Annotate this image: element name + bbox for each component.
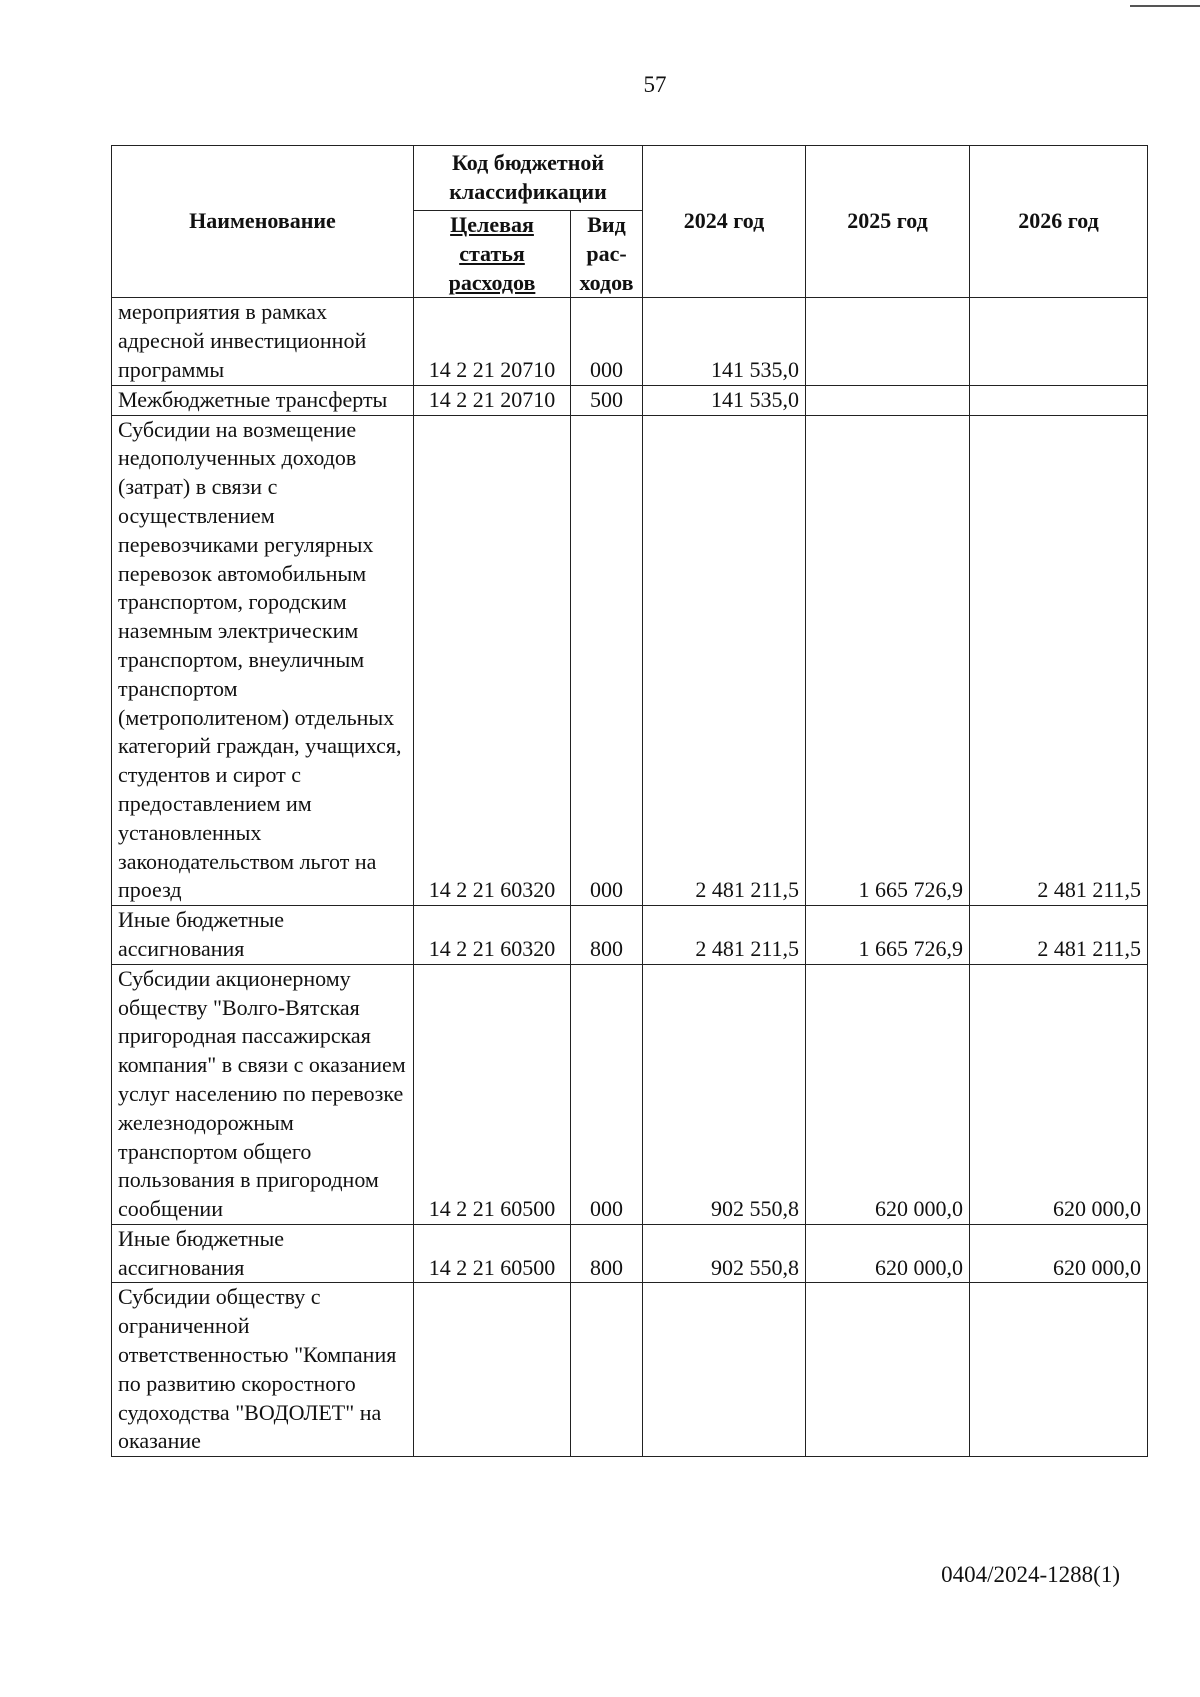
table-row bbox=[112, 964, 1148, 1224]
row-2025 bbox=[806, 298, 970, 385]
row-2026: 620 000,0 bbox=[970, 964, 1148, 1224]
page-number: 57 bbox=[643, 72, 667, 97]
budget-table bbox=[111, 145, 1148, 1457]
row-2024: 2 481 211,5 bbox=[643, 415, 806, 906]
table-row bbox=[112, 906, 1148, 965]
document-code: 0404/2024-1288(1) bbox=[941, 1562, 1120, 1587]
row-target-article: 14 2 21 60500 bbox=[414, 1224, 571, 1283]
table-body bbox=[112, 298, 1148, 1457]
row-2026 bbox=[970, 1283, 1148, 1457]
row-2024: 141 535,0 bbox=[643, 385, 806, 415]
table-row bbox=[112, 1283, 1148, 1457]
header-expense-type: Вид рас-ходов bbox=[571, 211, 643, 298]
row-name: Иные бюджетные ассигнования bbox=[112, 1224, 414, 1283]
row-target-article: 14 2 21 60500 bbox=[414, 964, 571, 1224]
corner-rule bbox=[1130, 5, 1200, 7]
row-name: Субсидии на возмещение недополученных доходов (затрат) в связи с осуществлением перевозчиками регулярных перевозок автомобильным транспортом, городским наземным электрическим транспортом, внеуличным транспортом (метрополитеном) отдельных категорий граждан, учащихся, студентов и сирот с предоставлением им установленных законодательством льгот на проезд bbox=[112, 415, 414, 906]
row-expense-type: 000 bbox=[571, 298, 643, 385]
row-target-article bbox=[414, 1283, 571, 1457]
row-target-article: 14 2 21 20710 bbox=[414, 385, 571, 415]
header-target-article: Целевая статья расходов bbox=[414, 211, 571, 298]
row-target-article: 14 2 21 60320 bbox=[414, 906, 571, 965]
row-target-article: 14 2 21 60320 bbox=[414, 415, 571, 906]
header-2025: 2025 год bbox=[806, 146, 970, 298]
table-row bbox=[112, 1224, 1148, 1283]
row-name: Субсидии акционерному обществу "Волго-Вятская пригородная пассажирская компания" в связи с оказанием услуг населению по перевозке железнодорожным транспортом общего пользования в пригородном сообщении bbox=[112, 964, 414, 1224]
row-name: Иные бюджетные ассигнования bbox=[112, 906, 414, 965]
table-row bbox=[112, 385, 1148, 415]
header-classification: Код бюджетной классификации bbox=[414, 146, 643, 211]
row-name: мероприятия в рамках адресной инвестиционной программы bbox=[112, 298, 414, 385]
row-target-article: 14 2 21 20710 bbox=[414, 298, 571, 385]
row-2024: 902 550,8 bbox=[643, 964, 806, 1224]
row-expense-type: 000 bbox=[571, 415, 643, 906]
row-expense-type: 800 bbox=[571, 906, 643, 965]
table-row bbox=[112, 298, 1148, 385]
row-2025: 620 000,0 bbox=[806, 964, 970, 1224]
row-2026: 620 000,0 bbox=[970, 1224, 1148, 1283]
row-2024 bbox=[643, 1283, 806, 1457]
header-2026: 2026 год bbox=[970, 146, 1148, 298]
row-expense-type bbox=[571, 1283, 643, 1457]
header-2024: 2024 год bbox=[643, 146, 806, 298]
row-2026 bbox=[970, 298, 1148, 385]
row-name: Субсидии обществу с ограниченной ответственностью "Компания по развитию скоростного судоходства "ВОДОЛЕТ" на оказание bbox=[112, 1283, 414, 1457]
row-expense-type: 500 bbox=[571, 385, 643, 415]
row-2026: 2 481 211,5 bbox=[970, 415, 1148, 906]
row-2026 bbox=[970, 385, 1148, 415]
row-expense-type: 000 bbox=[571, 964, 643, 1224]
row-2026: 2 481 211,5 bbox=[970, 906, 1148, 965]
header-name: Наименование bbox=[112, 146, 414, 298]
row-2024: 902 550,8 bbox=[643, 1224, 806, 1283]
row-2025 bbox=[806, 1283, 970, 1457]
row-2025: 620 000,0 bbox=[806, 1224, 970, 1283]
row-2025: 1 665 726,9 bbox=[806, 415, 970, 906]
table-row bbox=[112, 415, 1148, 906]
row-2024: 141 535,0 bbox=[643, 298, 806, 385]
row-name: Межбюджетные трансферты bbox=[112, 385, 414, 415]
row-2025: 1 665 726,9 bbox=[806, 906, 970, 965]
row-2024: 2 481 211,5 bbox=[643, 906, 806, 965]
row-2025 bbox=[806, 385, 970, 415]
row-expense-type: 800 bbox=[571, 1224, 643, 1283]
